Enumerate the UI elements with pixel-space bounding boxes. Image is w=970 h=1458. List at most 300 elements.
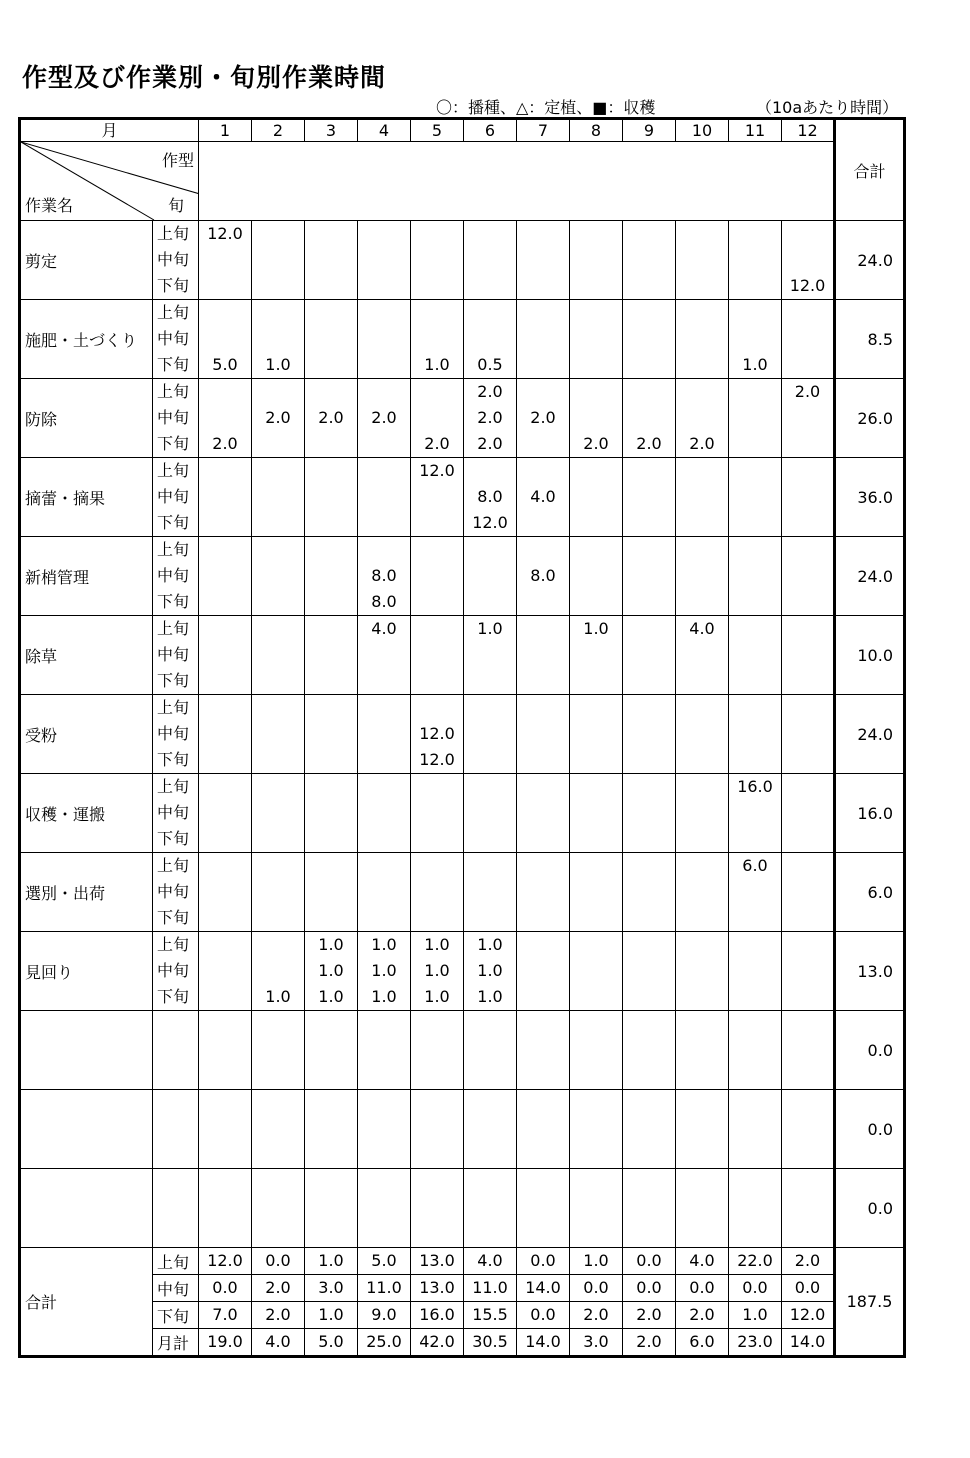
- summary-value: 19.0: [199, 1329, 252, 1357]
- hours-value: [729, 221, 781, 247]
- summary-value: 12.0: [199, 1248, 252, 1275]
- summary-value: 11.0: [464, 1275, 517, 1302]
- hours-value: [305, 1195, 357, 1221]
- month-cell-3: [305, 616, 358, 695]
- hours-value: [782, 905, 833, 931]
- hours-value: 1.0: [583, 619, 609, 638]
- hours-value: [623, 1090, 675, 1116]
- hours-value: [623, 879, 675, 905]
- summary-value: 2.0: [252, 1275, 305, 1302]
- hours-value: [305, 1011, 357, 1037]
- hours-value: [782, 352, 833, 378]
- task-name-label: 作業名: [25, 196, 74, 215]
- hours-value: [676, 826, 728, 852]
- month-cell-8: [570, 458, 623, 537]
- hours-value: [464, 721, 516, 747]
- summary-value: 5.0: [305, 1329, 358, 1357]
- month-cell-5: [411, 1169, 464, 1248]
- hours-value: [570, 300, 622, 326]
- hours-value: [782, 1011, 833, 1037]
- hours-value: [305, 905, 357, 931]
- hours-value: [570, 1142, 622, 1168]
- hours-value: 1.0: [477, 987, 503, 1006]
- jun-label: 旬: [167, 196, 184, 215]
- hours-value: [570, 1169, 622, 1195]
- task-name: 新梢管理: [20, 537, 153, 616]
- month-cell-12: [782, 537, 835, 616]
- task-total: 24.0: [835, 221, 905, 300]
- hours-value: [782, 958, 833, 984]
- hours-value: [199, 1195, 251, 1221]
- hours-value: 2.0: [318, 408, 344, 427]
- hours-value: [411, 1195, 463, 1221]
- month-cell-1: [199, 695, 252, 774]
- hours-value: [517, 1011, 569, 1037]
- hours-value: [729, 695, 781, 721]
- hours-value: [305, 300, 357, 326]
- hours-value: 1.0: [424, 935, 450, 954]
- hours-value: [252, 853, 304, 879]
- month-cell-12: [782, 616, 835, 695]
- month-cell-4: [358, 458, 411, 537]
- hours-value: [623, 826, 675, 852]
- hours-value: [411, 642, 463, 668]
- jun-label-empty: [153, 1116, 198, 1142]
- hours-value: [676, 747, 728, 773]
- hours-value: [676, 853, 728, 879]
- summary-value: 14.0: [517, 1275, 570, 1302]
- hours-value: [305, 668, 357, 694]
- month-cell-8: [570, 853, 623, 932]
- hours-value: [464, 537, 516, 563]
- task-row: [20, 1090, 905, 1169]
- hours-value: [570, 879, 622, 905]
- hours-value: [305, 1221, 357, 1247]
- month-cell-2: [252, 537, 305, 616]
- month-header-5: 5: [411, 119, 464, 142]
- hours-value: [782, 1142, 833, 1168]
- month-cell-9: [623, 774, 676, 853]
- hours-value: [676, 642, 728, 668]
- hours-value: [676, 932, 728, 958]
- hours-value: [782, 642, 833, 668]
- hours-value: [252, 747, 304, 773]
- hours-value: [729, 879, 781, 905]
- hours-value: [252, 247, 304, 273]
- month-cell-2: [252, 853, 305, 932]
- hours-value: [623, 1169, 675, 1195]
- hours-value: 12.0: [419, 750, 455, 769]
- hours-value: [729, 1195, 781, 1221]
- hours-value: [782, 300, 833, 326]
- hours-value: [252, 826, 304, 852]
- summary-row: [20, 1275, 905, 1302]
- hours-value: [570, 405, 622, 431]
- task-row: [20, 853, 905, 932]
- hours-value: [305, 326, 357, 352]
- month-cell-9: [623, 932, 676, 1011]
- month-cell-12: [782, 853, 835, 932]
- jun-label-3: 下旬: [157, 434, 190, 453]
- hours-value: [623, 221, 675, 247]
- hours-value: [199, 695, 251, 721]
- hours-value: [358, 905, 410, 931]
- jun-label-empty: [153, 1221, 198, 1247]
- jun-cell: [153, 458, 199, 537]
- hours-value: [305, 247, 357, 273]
- hours-value: [782, 510, 833, 536]
- month-cell-1: [199, 774, 252, 853]
- hours-value: [358, 1037, 410, 1063]
- month-cell-2: [252, 1011, 305, 1090]
- hours-value: [252, 695, 304, 721]
- hours-value: [570, 721, 622, 747]
- hours-value: [252, 616, 304, 642]
- hours-value: [517, 642, 569, 668]
- hours-value: [729, 405, 781, 431]
- diagonal-header-cell: [20, 142, 199, 221]
- hours-value: [411, 1169, 463, 1195]
- month-cell-8: [570, 774, 623, 853]
- month-cell-1: [199, 1011, 252, 1090]
- jun-label-2: 中旬: [157, 803, 190, 822]
- jun-label-3: 下旬: [157, 592, 190, 611]
- hours-value: [517, 537, 569, 563]
- summary-value: 0.0: [517, 1248, 570, 1275]
- hours-value: 12.0: [472, 513, 508, 532]
- hours-value: [358, 484, 410, 510]
- month-cell-1: [199, 537, 252, 616]
- jun-label-2: 中旬: [157, 724, 190, 743]
- jun-label-1: 上旬: [157, 224, 190, 243]
- month-cell-2: [252, 932, 305, 1011]
- month-cell-12: [782, 300, 835, 379]
- hours-value: [199, 800, 251, 826]
- hours-value: [305, 747, 357, 773]
- month-cell-6: [464, 537, 517, 616]
- hours-value: [411, 905, 463, 931]
- hours-value: [623, 352, 675, 378]
- hours-value: [464, 774, 516, 800]
- month-cell-7: [517, 1011, 570, 1090]
- jun-label-2: 中旬: [157, 408, 190, 427]
- hours-value: [623, 1063, 675, 1089]
- hours-value: [199, 905, 251, 931]
- month-cell-2: [252, 221, 305, 300]
- hours-value: [305, 1169, 357, 1195]
- hours-value: 1.0: [742, 355, 768, 374]
- month-cell-4: [358, 695, 411, 774]
- task-name: 見回り: [20, 932, 153, 1011]
- month-header-2: 2: [252, 119, 305, 142]
- month-cell-5: [411, 932, 464, 1011]
- summary-value: 1.0: [305, 1302, 358, 1329]
- hours-value: [305, 1090, 357, 1116]
- task-name: 受粉: [20, 695, 153, 774]
- hours-value: [411, 589, 463, 615]
- hours-value: [199, 589, 251, 615]
- task-name: 摘蕾・摘果: [20, 458, 153, 537]
- month-cell-3: [305, 853, 358, 932]
- jun-cell: [153, 221, 199, 300]
- hours-value: 1.0: [477, 935, 503, 954]
- month-cell-5: [411, 774, 464, 853]
- hours-value: [252, 958, 304, 984]
- hours-value: [252, 1090, 304, 1116]
- hours-value: [517, 1090, 569, 1116]
- hours-value: [570, 1063, 622, 1089]
- hours-value: [411, 563, 463, 589]
- hours-value: [517, 326, 569, 352]
- month-header-8: 8: [570, 119, 623, 142]
- hours-value: [623, 958, 675, 984]
- month-cell-8: [570, 1011, 623, 1090]
- hours-value: [199, 1011, 251, 1037]
- month-cell-11: [729, 1011, 782, 1090]
- jun-label-2: 中旬: [157, 882, 190, 901]
- hours-value: [411, 379, 463, 405]
- summary-value: 42.0: [411, 1329, 464, 1357]
- hours-value: [252, 1142, 304, 1168]
- hours-value: [676, 484, 728, 510]
- hours-value: [199, 379, 251, 405]
- hours-value: 1.0: [371, 987, 397, 1006]
- page-title: 作型及び作業別・旬別作業時間: [22, 63, 387, 92]
- hours-value: [358, 668, 410, 694]
- hours-value: [305, 774, 357, 800]
- hours-value: [676, 326, 728, 352]
- task-row: [20, 695, 905, 774]
- month-cell-7: [517, 458, 570, 537]
- hours-value: [305, 695, 357, 721]
- hours-value: [252, 721, 304, 747]
- hours-value: [623, 1011, 675, 1037]
- hours-value: 4.0: [371, 619, 397, 638]
- hours-value: [623, 537, 675, 563]
- task-row: [20, 537, 905, 616]
- hours-value: [411, 273, 463, 299]
- hours-value: 1.0: [477, 619, 503, 638]
- hours-value: [252, 1011, 304, 1037]
- hours-value: [623, 589, 675, 615]
- hours-value: [623, 484, 675, 510]
- hours-value: [570, 642, 622, 668]
- hours-value: [623, 642, 675, 668]
- task-total: 36.0: [835, 458, 905, 537]
- grand-total: 187.5: [835, 1248, 905, 1357]
- month-header-6: 6: [464, 119, 517, 142]
- hours-value: [464, 826, 516, 852]
- hours-value: [252, 1169, 304, 1195]
- hours-value: [252, 221, 304, 247]
- hours-value: [729, 1221, 781, 1247]
- hours-value: [570, 984, 622, 1010]
- month-cell-6: [464, 932, 517, 1011]
- month-cell-7: [517, 537, 570, 616]
- month-cell-1: [199, 1169, 252, 1248]
- hours-value: [411, 616, 463, 642]
- month-cell-4: [358, 1169, 411, 1248]
- month-cell-9: [623, 221, 676, 300]
- month-cell-8: [570, 1169, 623, 1248]
- month-cell-7: [517, 379, 570, 458]
- header-row-months: [20, 119, 905, 142]
- hours-value: [729, 589, 781, 615]
- hours-value: [570, 510, 622, 536]
- jun-label-3: 下旬: [157, 987, 190, 1006]
- hours-value: [676, 1037, 728, 1063]
- hours-value: [676, 1011, 728, 1037]
- task-total: 24.0: [835, 695, 905, 774]
- month-header-label: 月: [20, 119, 199, 142]
- hours-value: [729, 431, 781, 457]
- month-cell-7: [517, 300, 570, 379]
- hours-value: [411, 1090, 463, 1116]
- hours-value: [623, 458, 675, 484]
- hours-value: [252, 563, 304, 589]
- crop-type-label: 作型: [161, 151, 194, 170]
- month-cell-6: [464, 1011, 517, 1090]
- hours-value: [570, 1195, 622, 1221]
- hours-value: [729, 958, 781, 984]
- hours-value: [199, 405, 251, 431]
- hours-value: [199, 247, 251, 273]
- hours-value: [570, 563, 622, 589]
- hours-value: [570, 247, 622, 273]
- hours-value: [517, 695, 569, 721]
- summary-value: 23.0: [729, 1329, 782, 1357]
- hours-value: [517, 273, 569, 299]
- month-cell-3: [305, 458, 358, 537]
- hours-value: [358, 326, 410, 352]
- task-name: 施肥・土づくり: [20, 300, 153, 379]
- summary-value: 15.5: [464, 1302, 517, 1329]
- hours-value: [252, 905, 304, 931]
- hours-value: [464, 1090, 516, 1116]
- hours-value: [729, 800, 781, 826]
- hours-value: [464, 247, 516, 273]
- summary-value: 14.0: [782, 1329, 835, 1357]
- hours-value: [570, 958, 622, 984]
- hours-value: [305, 563, 357, 589]
- hours-value: [464, 1169, 516, 1195]
- crop-type-row: [199, 142, 835, 221]
- summary-value: 2.0: [623, 1329, 676, 1357]
- month-header-12: 12: [782, 119, 835, 142]
- hours-value: [464, 853, 516, 879]
- month-cell-9: [623, 300, 676, 379]
- hours-value: [464, 1037, 516, 1063]
- hours-value: [252, 668, 304, 694]
- month-cell-3: [305, 221, 358, 300]
- hours-value: [464, 800, 516, 826]
- month-cell-5: [411, 221, 464, 300]
- task-total: 0.0: [835, 1011, 905, 1090]
- hours-value: [623, 563, 675, 589]
- hours-value: 2.0: [424, 434, 450, 453]
- summary-value: 0.0: [782, 1275, 835, 1302]
- hours-value: [464, 563, 516, 589]
- hours-value: [782, 668, 833, 694]
- hours-value: [570, 932, 622, 958]
- month-cell-9: [623, 853, 676, 932]
- summary-row: [20, 1329, 905, 1357]
- hours-value: [623, 932, 675, 958]
- hours-value: [729, 537, 781, 563]
- hours-value: [782, 431, 833, 457]
- hours-value: [252, 642, 304, 668]
- summary-value: 0.0: [729, 1275, 782, 1302]
- hours-value: [729, 1142, 781, 1168]
- hours-value: [305, 616, 357, 642]
- unit-note: （10aあたり時間）: [756, 98, 899, 117]
- jun-cell: [153, 379, 199, 458]
- hours-value: [782, 1063, 833, 1089]
- hours-value: [199, 932, 251, 958]
- hours-value: [676, 1116, 728, 1142]
- hours-value: [517, 853, 569, 879]
- hours-value: [623, 1221, 675, 1247]
- month-cell-11: [729, 695, 782, 774]
- hours-value: [305, 879, 357, 905]
- month-cell-6: [464, 1169, 517, 1248]
- hours-value: [517, 800, 569, 826]
- hours-value: [782, 800, 833, 826]
- hours-value: [729, 721, 781, 747]
- hours-value: [252, 1063, 304, 1089]
- month-cell-2: [252, 458, 305, 537]
- month-cell-4: [358, 537, 411, 616]
- task-name: 剪定: [20, 221, 153, 300]
- month-cell-10: [676, 537, 729, 616]
- hours-value: [411, 800, 463, 826]
- month-cell-10: [676, 1169, 729, 1248]
- month-cell-1: [199, 458, 252, 537]
- month-cell-11: [729, 932, 782, 1011]
- hours-value: [676, 563, 728, 589]
- month-cell-5: [411, 853, 464, 932]
- hours-value: [782, 221, 833, 247]
- summary-value: 30.5: [464, 1329, 517, 1357]
- hours-value: [517, 1063, 569, 1089]
- hours-value: [782, 537, 833, 563]
- hours-value: [199, 326, 251, 352]
- hours-value: [570, 1011, 622, 1037]
- task-total: 0.0: [835, 1169, 905, 1248]
- hours-value: [252, 273, 304, 299]
- month-cell-12: [782, 932, 835, 1011]
- jun-label-1: 上旬: [157, 698, 190, 717]
- hours-value: 12.0: [419, 724, 455, 743]
- hours-value: [358, 379, 410, 405]
- hours-value: 1.0: [371, 961, 397, 980]
- hours-value: [464, 458, 516, 484]
- hours-value: [676, 273, 728, 299]
- hours-value: [252, 1221, 304, 1247]
- hours-value: [570, 273, 622, 299]
- hours-value: 8.0: [477, 487, 503, 506]
- month-header-11: 11: [729, 119, 782, 142]
- task-name: [20, 1090, 153, 1169]
- month-cell-7: [517, 853, 570, 932]
- hours-value: [729, 1169, 781, 1195]
- summary-jun-label: 上旬: [153, 1248, 199, 1275]
- month-cell-3: [305, 379, 358, 458]
- month-cell-7: [517, 695, 570, 774]
- month-cell-7: [517, 221, 570, 300]
- hours-value: [464, 589, 516, 615]
- hours-value: [411, 1037, 463, 1063]
